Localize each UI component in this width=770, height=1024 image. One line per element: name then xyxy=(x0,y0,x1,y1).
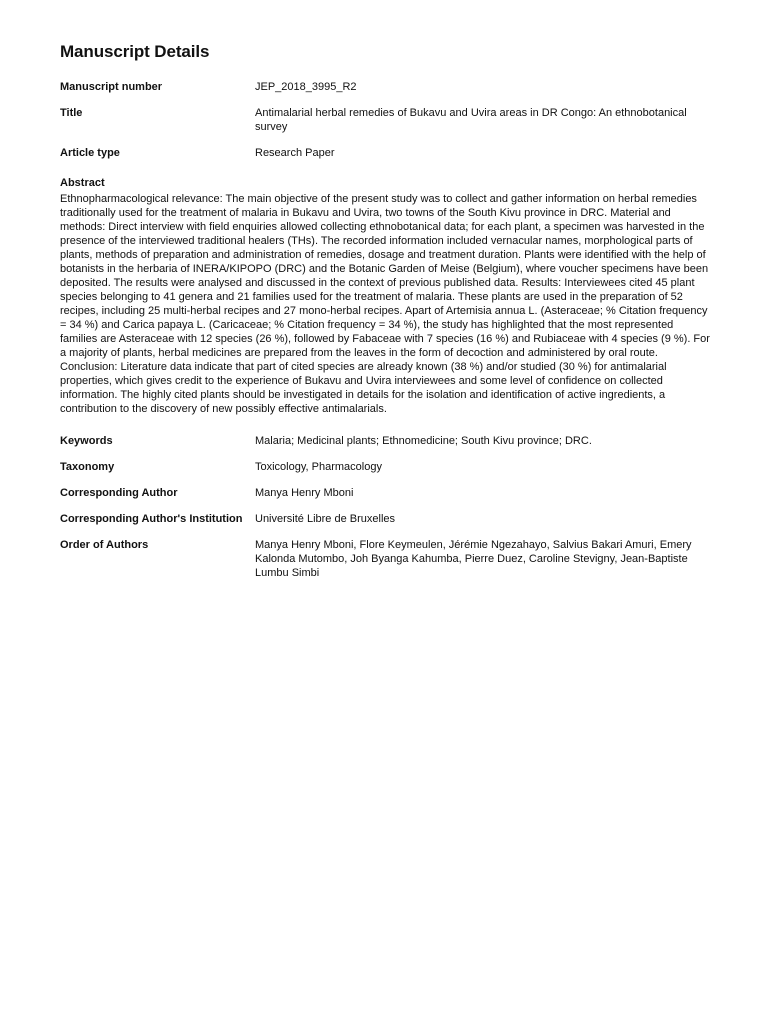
keywords-row xyxy=(60,434,710,448)
title-label: Title xyxy=(60,107,83,119)
article-type-value: Research Paper xyxy=(255,147,335,159)
order-of-authors-label: Order of Authors xyxy=(60,539,149,551)
abstract-text: Ethnopharmacological relevance: The main objective of the present study was to collect and gather information on herbal remedies traditionally used for the treatment of malaria in Bukavu and Uvira, two towns of the South Kivu province in DRC. Material and methods: Direct interview with field enquiries allowed collecting ethnobotanical data; for each plant, a specimen was harvested in the presence of the interviewed traditional healers (THs). The recorded information included vernacular names, morphological parts of plants, methods of preparation and administration of remedies, dosage and treatment duration. Plants were identified with the help of botanists in the herbaria of INERA/KIPOPO (DRC) and the Botanic Garden of Meise (Belgium), where voucher specimens have been deposited. The results were analysed and discussed in the context of previous published data. Results: Interviewees cited 45 plant species belonging to 41 genera and 21 families used for the treatment of malaria. These plants are used in the preparation of 52 recipes, including 25 multi-herbal recipes and 27 mono-herbal recipes. Apart of Artemisia annua L. (Asteraceae; % Citation frequency = 34 %) and Carica papaya L. (Caricaceae; % Citation frequency = 34 %), the study has highlighted that the most represented families are Asteraceae with 12 species (26 %), followed by Fabaceae with 7 species (16 %) and Rubiaceae with 4 species (9 %). For a majority of plants, herbal medicines are prepared from the leaves in the form of decoction and administered by oral route. Conclusion: Literature data indicate that part of cited species are already known (38 %) and/or studied (30 %) for antimalarial properties, which gives credit to the experience of Bukavu and Uvira interviewees and some level of confidence on collected information. The highly cited plants should be investigated in details for the isolation and identification of active ingredients, a contribution to the discovery of new possibly effective antimalarials. xyxy=(60,193,710,415)
keywords-label: Keywords xyxy=(60,435,113,447)
corresponding-institution-label: Corresponding Author's Institution xyxy=(60,513,243,525)
taxonomy-row xyxy=(60,460,710,474)
taxonomy-value: Toxicology, Pharmacology xyxy=(255,461,382,473)
order-of-authors-value: Manya Henry Mboni, Flore Keymeulen, Jérémie Ngezahayo, Salvius Bakari Amuri, Emery Kalonda Mutombo, Joh Byanga Kahumba, Pierre Duez, Caroline Stevigny, Jean-Baptiste Lumbu Simbi xyxy=(255,539,692,579)
corresponding-author-row xyxy=(60,486,710,500)
corresponding-author-value: Manya Henry Mboni xyxy=(255,487,354,499)
article-type-label: Article type xyxy=(60,147,120,159)
manuscript-number-value: JEP_2018_3995_R2 xyxy=(255,81,357,93)
taxonomy-label: Taxonomy xyxy=(60,461,115,473)
manuscript-number-row xyxy=(60,80,710,94)
title-value: Antimalarial herbal remedies of Bukavu and Uvira areas in DR Congo: An ethnobotanical survey xyxy=(255,107,687,133)
abstract-heading: Abstract xyxy=(60,177,105,189)
page-title: Manuscript Details xyxy=(60,42,210,61)
corresponding-institution-row xyxy=(60,512,710,526)
article-type-row xyxy=(60,146,710,160)
order-of-authors-row xyxy=(60,538,710,580)
title-row xyxy=(60,106,710,134)
keywords-value: Malaria; Medicinal plants; Ethnomedicine; South Kivu province; DRC. xyxy=(255,435,592,447)
corresponding-institution-value: Université Libre de Bruxelles xyxy=(255,513,396,525)
corresponding-author-label: Corresponding Author xyxy=(60,487,178,499)
manuscript-number-label: Manuscript number xyxy=(60,81,163,93)
